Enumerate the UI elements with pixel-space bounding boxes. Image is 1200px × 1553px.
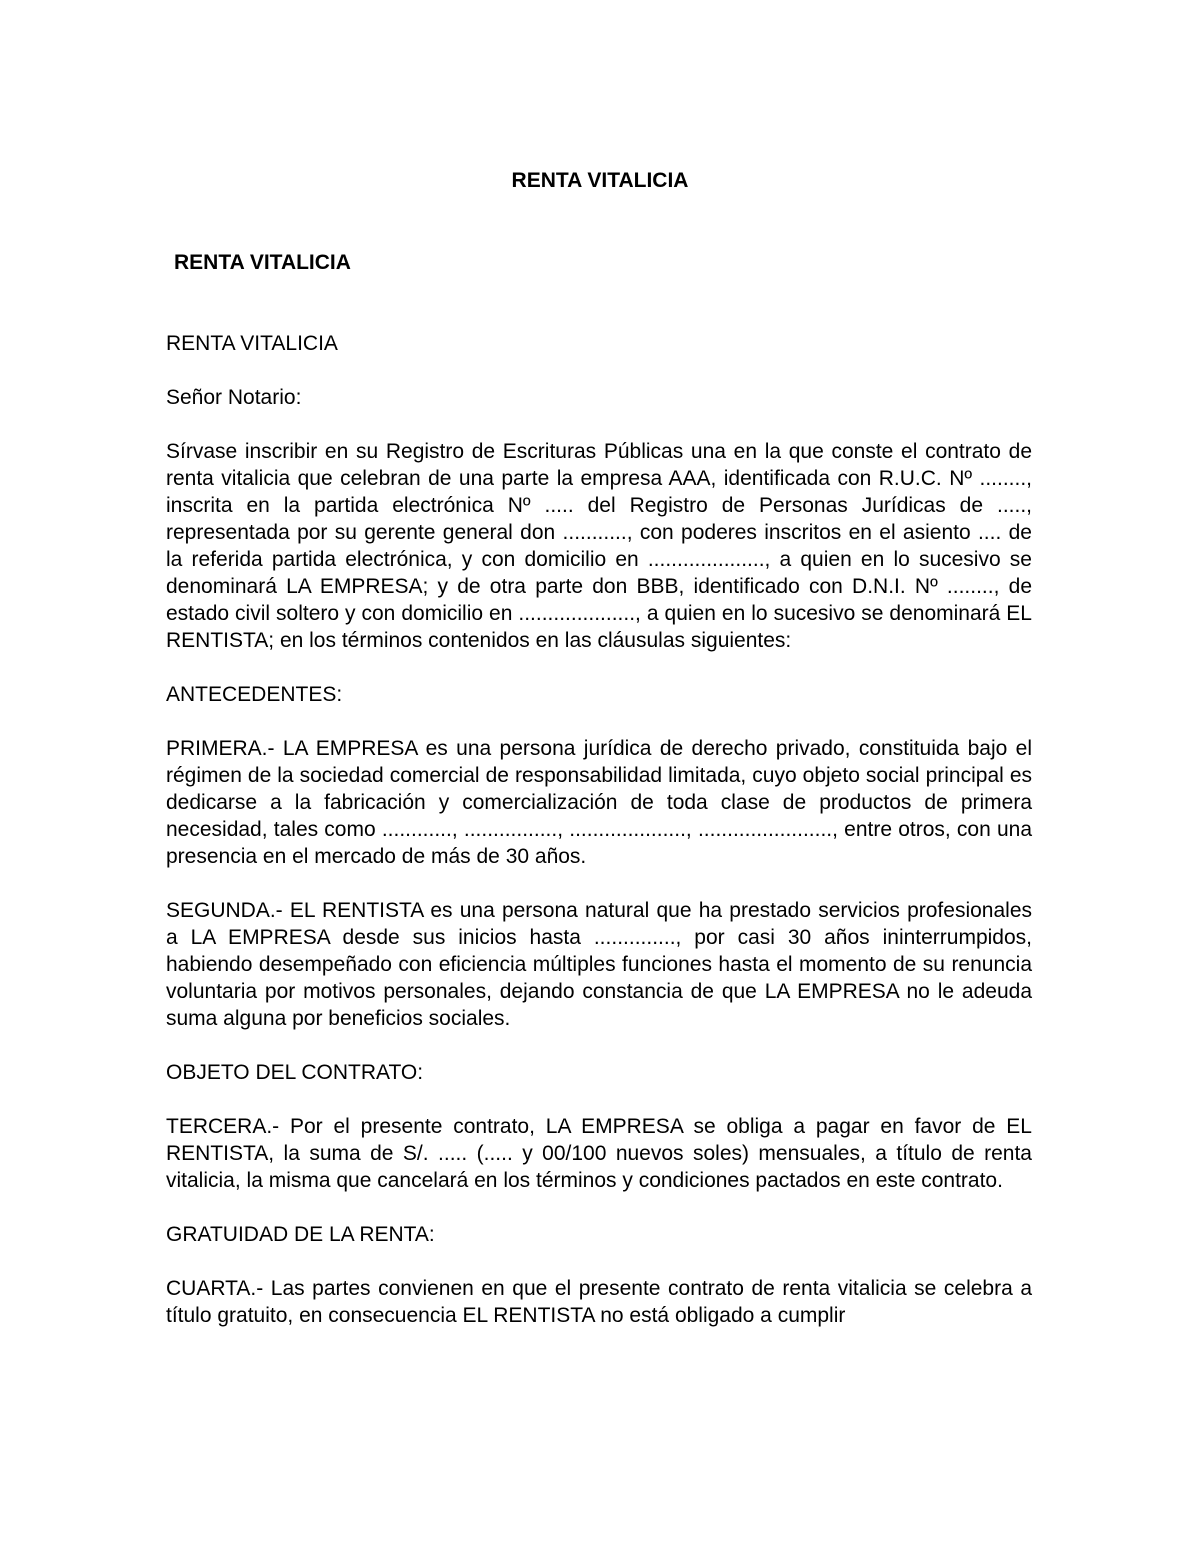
clause-segunda: SEGUNDA.- EL RENTISTA es una persona natural que ha prestado servicios profesionales a LA EMPRESA desde sus inicios hasta .............., por casi 30 años ininterrumpidos, habiendo desempeñado con eficiencia múltiples funciones hasta el momento de su renuncia voluntaria por motivos personales, dejando constancia de que LA EMPRESA no le adeuda suma alguna por beneficios sociales. [166, 899, 1032, 1030]
clause-primera: PRIMERA.- LA EMPRESA es una persona jurídica de derecho privado, constituida bajo el régimen de la sociedad comercial de responsabilidad limitada, cuyo objeto social principal es dedicarse a la fabricación y comercialización de toda clase de productos de primera necesidad, tales como ............, ................, ...................., ......................., entre otros, con una presencia en el mercado de más de 30 años. [166, 737, 1032, 868]
document-subtitle: RENTA VITALICIA [174, 251, 351, 274]
section-heading-antecedentes: ANTECEDENTES: [166, 683, 343, 706]
document-body [166, 330, 1032, 1356]
clause-cuarta: CUARTA.- Las partes convienen en que el presente contrato de renta vitalicia se celebra a título gratuito, en consecuencia EL RENTISTA no está obligado a cumplir [166, 1277, 1032, 1327]
salutation: Señor Notario: [166, 386, 302, 409]
section-heading-gratuidad: GRATUIDAD DE LA RENTA: [166, 1223, 435, 1246]
section-heading-objeto: OBJETO DEL CONTRATO: [166, 1061, 424, 1084]
heading-renta-vitalicia: RENTA VITALICIA [166, 332, 338, 355]
document-title: RENTA VITALICIA [511, 169, 689, 192]
clause-tercera: TERCERA.- Por el presente contrato, LA EMPRESA se obliga a pagar en favor de EL RENTISTA, la suma de S/. ..... (..... y 00/100 nuevos soles) mensuales, a título de renta vitalicia, la misma que cancelará en los términos y condiciones pactados en este contrato. [166, 1115, 1032, 1192]
paragraph-introduction: Sírvase inscribir en su Registro de Escrituras Públicas una en la que conste el contrato de renta vitalicia que celebran de una parte la empresa AAA, identificada con R.U.C. Nº ........, inscrita en la partida electrónica Nº ..... del Registro de Personas Jurídicas de ....., representada por su gerente general don ..........., con poderes inscritos en el asiento .... de la referida partida electrónica, y con domicilio en ...................., a quien en lo sucesivo se denominará LA EMPRESA; y de otra parte don BBB, identificado con D.N.I. Nº ........, de estado civil soltero y con domicilio en ...................., a quien en lo sucesivo se denominará EL RENTISTA; en los términos contenidos en las cláusulas siguientes: [166, 440, 1032, 652]
